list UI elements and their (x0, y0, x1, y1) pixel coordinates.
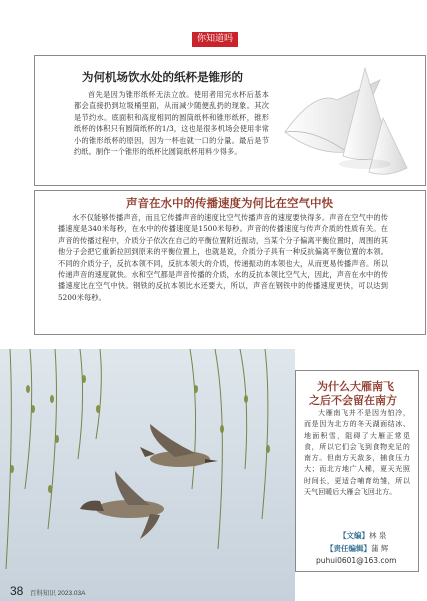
article-body-geese: 大雁南飞并不是因为怕冷，而是因为北方的冬天湖面结冰、地面积雪，阻碍了大雁正常觅食，所以它们会飞到食物充足的南方。但南方天敌多，捕食压力大；而北方地广人稀，夏天光照时间长，更适合哺育幼雏，所以天气回暖后大雁会飞回北方。 (304, 409, 410, 497)
publication-info: 百科知识 2023.03A (29, 590, 86, 597)
editor-label: 【责任编辑】 (326, 544, 371, 553)
article-title-geese-line1: 为什么大雁南飞 (317, 380, 394, 393)
article-title-paper-cup: 为何机场饮水处的纸杯是锥形的 (82, 70, 243, 84)
editor-credit (326, 543, 388, 554)
page-footer (10, 582, 85, 600)
article-title-sound-speed: 声音在水中的传播速度为何比在空气中快 (126, 196, 333, 210)
section-tag: 你知道吗 (192, 32, 238, 47)
editor-name: 蒲 辉 (371, 544, 389, 553)
author-credit (339, 530, 386, 541)
author-label: 【文编】 (339, 531, 369, 540)
article-body-paper-cup: 首先是因为锥形纸杯无法立放。使用者用完水杯后基本都会直接扔到垃圾桶里面，从而减少随便乱扔的现象。其次是节约水。底面积和高度相同的圆筒纸杯和锥形纸杯，锥形纸杯的体积只有圆筒纸杯的1/3，这也是很多机场会使用非常小的锥形纸杯的原因，因为一杯也就一口的分量。最后是节约纸。制作一个锥形的纸杯比圆筒纸杯用料少得多。 (74, 90, 269, 157)
article-title-geese-line2: 之后不会留在南方 (309, 394, 397, 407)
article-body-sound-speed: 水不仅能够传播声音，而且它传播声音的速度比空气传播声音的速度要快得多。声音在空气中的传播速度是340米每秒，在水中的传播速度是1500米每秒。声音的传播速度与传声介质的性质有关。在声音的传播过程中，介质分子依次在自己的平衡位置附近振动，当某个分子偏离平衡位置时，周围的其他分子会把它重新拉回到原来的平衡位置上，也就是说，介质分子具有一种反抗偏离平衡位置的本领。不同的介质分子，反抗本领不同，反抗本领大的介质，传递振动的本领也大，从而更易传播声音。所以传递声音的速度就快。水和空气都是声音传播的介质，水的反抗本领比空气大，因此，声音在水中的传播速度比在空气中快。钢铁的反抗本领比水还要大，所以，声音在钢铁中的传播速度更快，可以达到5200米每秒。 (58, 213, 388, 302)
editor-email: puhui0601@163.com (316, 556, 397, 565)
flying-geese-photo (0, 349, 295, 601)
author-name: 林 泉 (369, 531, 387, 540)
page-number: 38 (10, 584, 24, 598)
paper-cone-cups-illustration (265, 60, 415, 180)
